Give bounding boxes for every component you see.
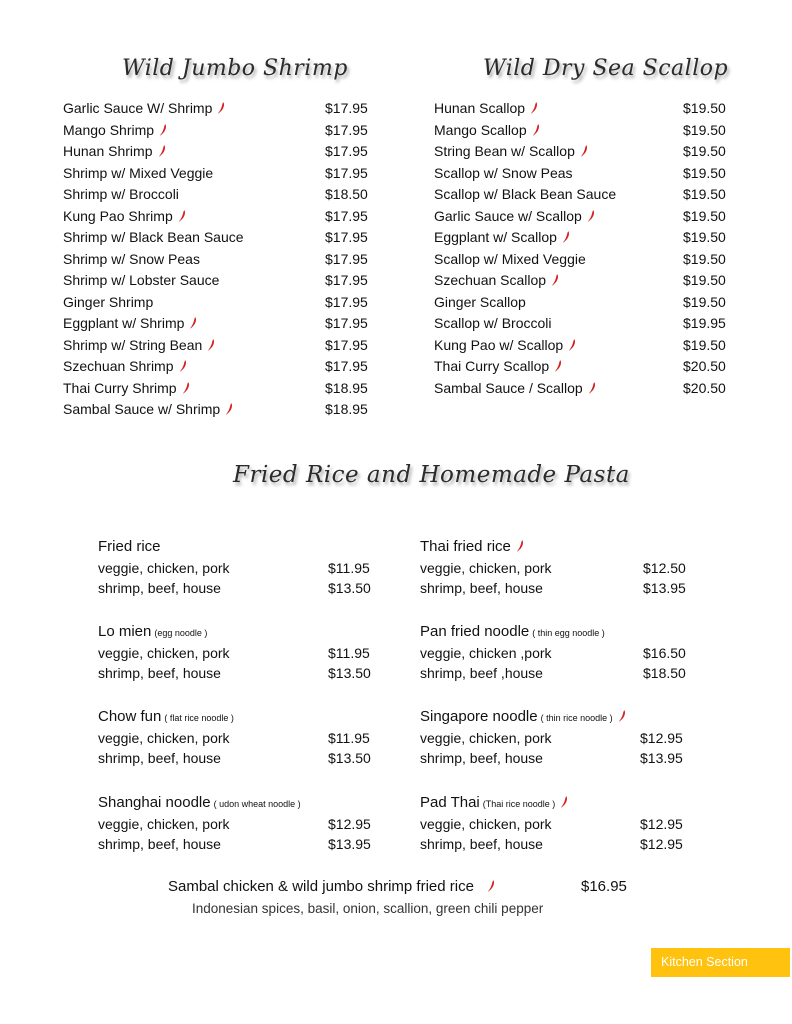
- dish-option-price: $18.50: [643, 665, 686, 681]
- chili-pepper-icon: [619, 709, 626, 721]
- menu-item-price: $17.95: [325, 229, 368, 245]
- menu-item-price: $19.50: [683, 207, 726, 224]
- chili-pepper-icon: [517, 539, 524, 551]
- menu-item-price: $18.95: [325, 401, 368, 417]
- menu-item-name: Shrimp w/ Mixed Veggie: [63, 164, 214, 181]
- menu-item: [63, 335, 385, 356]
- menu-item: [434, 141, 743, 162]
- menu-item-price: $19.50: [683, 164, 726, 181]
- dish-option-label: shrimp, beef, house: [420, 580, 543, 596]
- dish-option-label: veggie, chicken ,pork: [420, 645, 552, 661]
- menu-item: [434, 120, 743, 141]
- chili-pepper-icon: [555, 357, 562, 369]
- menu-item-name: Hunan Scallop: [434, 98, 538, 119]
- dish-option-price: $13.95: [328, 836, 371, 852]
- chili-pepper-icon: [533, 121, 540, 133]
- menu-item-price: $20.50: [683, 358, 726, 374]
- menu-item: [63, 206, 385, 227]
- menu-item: [63, 399, 385, 420]
- menu-item: [434, 335, 743, 356]
- kitchen-section-badge: Kitchen Section: [651, 948, 790, 977]
- dish-title: Thai fried rice: [420, 538, 524, 555]
- dish-option-price: $12.50: [643, 560, 686, 576]
- chili-pepper-icon: [218, 99, 225, 111]
- menu-item: [434, 249, 743, 270]
- menu-item-name: Shrimp w/ Snow Peas: [63, 250, 200, 267]
- menu-item-name: Shrimp w/ Black Bean Sauce: [63, 229, 244, 245]
- dish-option-price: $13.50: [328, 665, 371, 681]
- dish-option-price: $12.95: [640, 816, 683, 832]
- menu-item-price: $19.50: [683, 186, 726, 202]
- menu-item: [434, 184, 743, 205]
- dish-note: ( thin egg noodle ): [532, 628, 605, 638]
- menu-item-name: Szechuan Scallop: [434, 270, 559, 291]
- menu-item-name: Mango Shrimp: [63, 120, 167, 141]
- menu-item-price: $19.50: [683, 100, 726, 116]
- menu-item-name: Garlic Sauce W/ Shrimp: [63, 98, 225, 119]
- special-item-name: Sambal chicken & wild jumbo shrimp fried rice: [168, 878, 495, 895]
- dish-note: ( thin rice noodle ): [540, 713, 613, 723]
- menu-item: [63, 163, 385, 184]
- menu-item-name: Eggplant w/ Scallop: [434, 227, 570, 248]
- dish-option-label: veggie, chicken, pork: [98, 560, 230, 576]
- dish-option-label: veggie, chicken, pork: [98, 730, 230, 746]
- dish-option-price: $13.50: [328, 750, 371, 766]
- chili-pepper-icon: [190, 314, 197, 326]
- dish-option-label: shrimp, beef, house: [98, 750, 221, 766]
- chili-pepper-icon: [226, 400, 233, 412]
- menu-item-price: $17.95: [325, 293, 368, 310]
- dish-option-label: shrimp, beef, house: [98, 665, 221, 681]
- menu-item-name: Eggplant w/ Shrimp: [63, 313, 197, 334]
- menu-item: [63, 313, 385, 334]
- dish-title: Singapore noodle ( thin rice noodle ): [420, 708, 626, 725]
- menu-item: [434, 98, 743, 119]
- menu-item: [434, 292, 743, 313]
- dish-option-price: $11.95: [328, 560, 370, 576]
- dish-option-price: $12.95: [640, 730, 683, 746]
- dish-option-price: $11.95: [328, 645, 370, 661]
- menu-item-name: Ginger Scallop: [434, 293, 526, 310]
- dish-option-label: shrimp, beef, house: [98, 580, 221, 596]
- dish-title: Fried rice: [98, 538, 161, 555]
- chili-pepper-icon: [488, 879, 495, 891]
- menu-item-price: $19.50: [683, 336, 726, 353]
- menu-item-name: Scallop w/ Mixed Veggie: [434, 250, 586, 267]
- menu-item: [63, 184, 385, 205]
- menu-item-price: $18.50: [325, 186, 368, 202]
- chili-pepper-icon: [208, 336, 215, 348]
- dish-option-label: veggie, chicken, pork: [98, 816, 230, 832]
- dish-option-label: veggie, chicken, pork: [98, 645, 230, 661]
- dish-option-label: shrimp, beef, house: [420, 836, 543, 852]
- menu-item: [434, 378, 743, 399]
- dish-option-price: $13.50: [328, 580, 371, 596]
- menu-item-price: $17.95: [325, 272, 368, 288]
- menu-item-name: String Bean w/ Scallop: [434, 141, 588, 162]
- dish-title: Lo mien (egg noodle ): [98, 623, 208, 640]
- menu-item-name: Sambal Sauce / Scallop: [434, 378, 596, 399]
- chili-pepper-icon: [589, 379, 596, 391]
- menu-item-name: Hunan Shrimp: [63, 141, 166, 162]
- menu-item: [63, 249, 385, 270]
- dish-note: (Thai rice noodle ): [482, 799, 556, 809]
- menu-item: [434, 270, 743, 291]
- menu-item: [63, 270, 385, 291]
- menu-item-price: $17.95: [325, 121, 368, 138]
- dish-option-label: shrimp, beef ,house: [420, 665, 543, 681]
- chili-pepper-icon: [588, 207, 595, 219]
- menu-item-name: Thai Curry Scallop: [434, 356, 562, 377]
- menu-item-price: $20.50: [683, 379, 726, 396]
- menu-item: [434, 206, 743, 227]
- menu-item-price: $19.50: [683, 121, 726, 138]
- scallop-section-title: Wild Dry Sea Scallop: [483, 56, 729, 81]
- dish-option-price: $16.50: [643, 645, 686, 661]
- chili-pepper-icon: [179, 207, 186, 219]
- menu-item-name: Ginger Shrimp: [63, 293, 154, 310]
- menu-item-name: Kung Pao w/ Scallop: [434, 335, 576, 356]
- menu-item: [434, 227, 743, 248]
- dish-title: Shanghai noodle ( udon wheat noodle ): [98, 794, 301, 811]
- dish-option-price: $13.95: [643, 580, 686, 596]
- menu-item-name: Thai Curry Shrimp: [63, 378, 190, 399]
- rice-pasta-section-title: Fried Rice and Homemade Pasta: [233, 462, 630, 488]
- menu-item: [434, 313, 743, 334]
- dish-title: Chow fun ( flat rice noodle ): [98, 708, 234, 725]
- dish-option-price: $12.95: [328, 816, 371, 832]
- menu-item-price: $18.95: [325, 379, 368, 396]
- menu-item: [63, 378, 385, 399]
- dish-option-price: $12.95: [640, 836, 683, 852]
- dish-title: Pad Thai (Thai rice noodle ): [420, 794, 568, 811]
- dish-note: (egg noodle ): [154, 628, 208, 638]
- chili-pepper-icon: [159, 142, 166, 154]
- menu-item-price: $19.50: [683, 250, 726, 267]
- chili-pepper-icon: [563, 228, 570, 240]
- menu-item-price: $17.95: [325, 315, 368, 331]
- menu-item-name: Sambal Sauce w/ Shrimp: [63, 399, 233, 420]
- menu-item: [63, 98, 385, 119]
- menu-item: [63, 120, 385, 141]
- menu-item-price: $17.95: [325, 358, 368, 374]
- special-item-price: $16.95: [581, 878, 627, 895]
- chili-pepper-icon: [561, 795, 568, 807]
- menu-item-price: $17.95: [325, 250, 368, 267]
- menu-item-price: $19.50: [683, 272, 726, 288]
- dish-option-label: veggie, chicken, pork: [420, 816, 552, 832]
- menu-item-name: Scallop w/ Snow Peas: [434, 164, 573, 181]
- menu-item: [434, 163, 743, 184]
- dish-option-price: $13.95: [640, 750, 683, 766]
- dish-note: ( udon wheat noodle ): [213, 799, 301, 809]
- menu-item-name: Shrimp w/ Lobster Sauce: [63, 272, 220, 288]
- dish-note: ( flat rice noodle ): [164, 713, 234, 723]
- menu-item: [63, 356, 385, 377]
- menu-item: [63, 227, 385, 248]
- chili-pepper-icon: [581, 142, 588, 154]
- menu-item-price: $19.95: [683, 315, 726, 331]
- menu-item-name: Garlic Sauce w/ Scallop: [434, 206, 595, 227]
- menu-item-price: $17.95: [325, 207, 368, 224]
- chili-pepper-icon: [160, 121, 167, 133]
- dish-option-label: shrimp, beef, house: [98, 836, 221, 852]
- menu-item: [434, 356, 743, 377]
- menu-item-name: Kung Pao Shrimp: [63, 206, 186, 227]
- menu-item-price: $17.95: [325, 100, 368, 116]
- menu-item-name: Scallop w/ Broccoli: [434, 315, 552, 331]
- menu-item: [63, 292, 385, 313]
- dish-option-label: veggie, chicken, pork: [420, 730, 552, 746]
- menu-item-price: $17.95: [325, 164, 368, 181]
- dish-option-price: $11.95: [328, 730, 370, 746]
- menu-item-price: $17.95: [325, 336, 368, 353]
- menu-item-price: $19.50: [683, 143, 726, 159]
- chili-pepper-icon: [183, 379, 190, 391]
- chili-pepper-icon: [531, 99, 538, 111]
- menu-item-name: Mango Scallop: [434, 120, 540, 141]
- menu-item-name: Shrimp w/ Broccoli: [63, 186, 179, 202]
- chili-pepper-icon: [552, 271, 559, 283]
- menu-item-name: Scallop w/ Black Bean Sauce: [434, 186, 617, 202]
- menu-item-price: $17.95: [325, 143, 368, 159]
- menu-item: [63, 141, 385, 162]
- dish-option-label: veggie, chicken, pork: [420, 560, 552, 576]
- chili-pepper-icon: [569, 336, 576, 348]
- menu-item-name: Shrimp w/ String Bean: [63, 335, 215, 356]
- menu-item-price: $19.50: [683, 229, 726, 245]
- dish-title: Pan fried noodle ( thin egg noodle ): [420, 623, 605, 640]
- dish-option-label: shrimp, beef, house: [420, 750, 543, 766]
- menu-item-price: $19.50: [683, 293, 726, 310]
- shrimp-section-title: Wild Jumbo Shrimp: [122, 56, 348, 81]
- special-item-description: Indonesian spices, basil, onion, scallion, green chili pepper: [192, 901, 544, 916]
- chili-pepper-icon: [180, 357, 187, 369]
- menu-item-name: Szechuan Shrimp: [63, 356, 187, 377]
